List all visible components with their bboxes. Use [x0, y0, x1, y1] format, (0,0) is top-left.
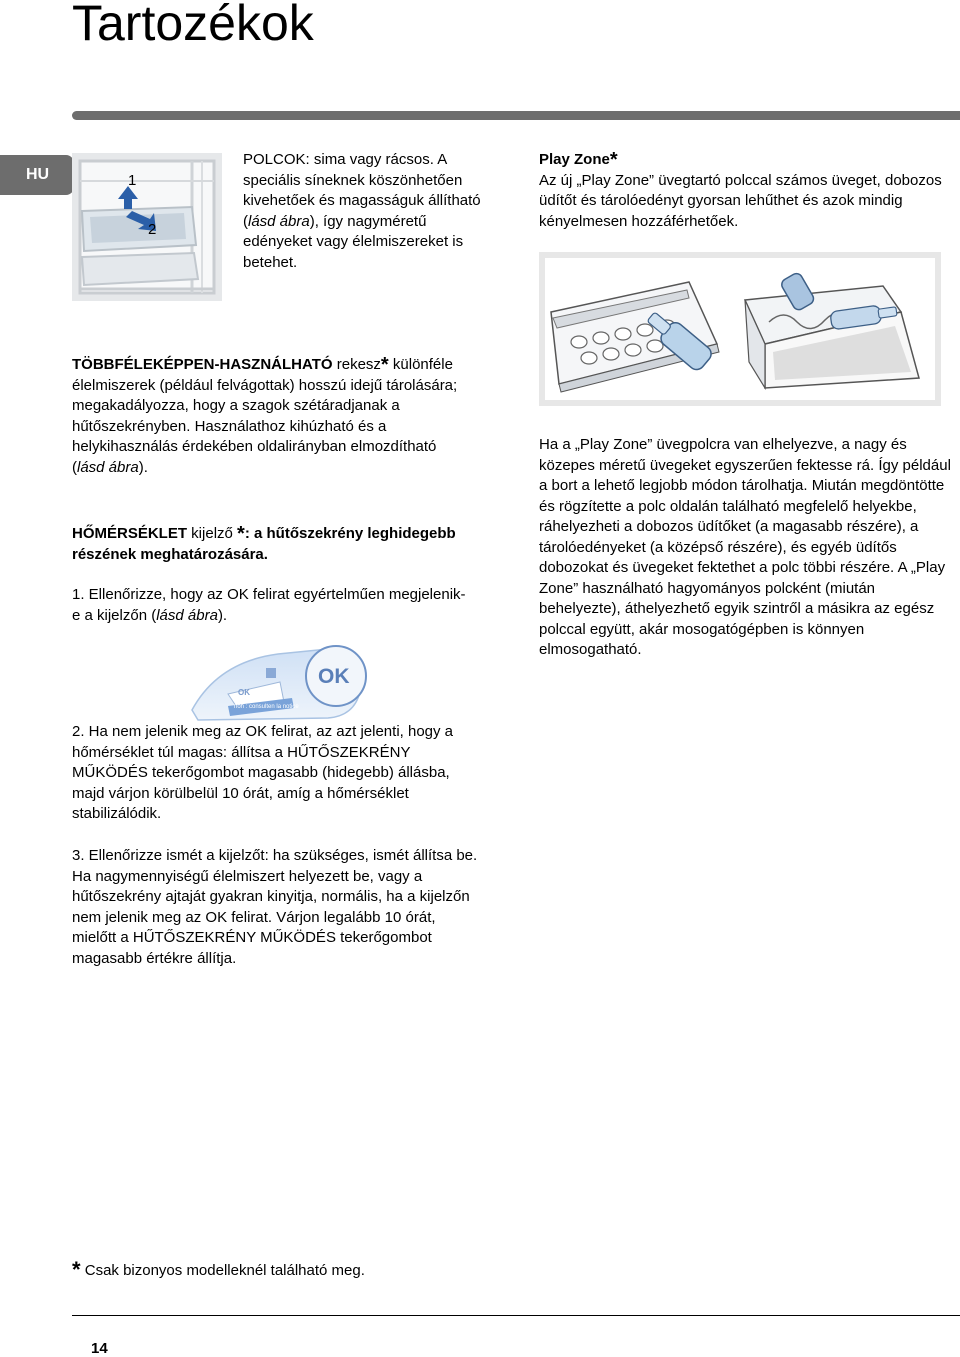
figure-label-2: 2 [148, 221, 157, 238]
footnote: * Csak bizonyos modelleknél található meg. [72, 1257, 365, 1282]
display-caption: noh : consulten la notice [234, 704, 299, 710]
display-small-ok: OK [238, 688, 250, 697]
multi-drawer-paragraph: TÖBBFÉLEKÉPPEN-HASZNÁLHATÓ rekesz* különféle élelmiszerek (például felvágottak) hosszú idejű tárolására; megakadályozza, hogy a szagok szétáradjanak a hűtőszekrényben. Használathoz kihúzható és a helykihasználás érdekében oldalirányban elmozdítható (lásd ábra). [72, 354, 458, 476]
temp-heading: HŐMÉRSÉKLET [72, 525, 188, 542]
language-tab: HU [0, 155, 74, 195]
temperature-display-figure [188, 632, 368, 722]
shelves-figure [72, 153, 222, 301]
page-title: Tartozékok [72, 0, 314, 51]
header-bar [72, 111, 960, 120]
page-number: 14 [91, 1340, 108, 1357]
shelves-heading: POLCOK [243, 151, 306, 168]
playzone-intro: Play Zone* Az új „Play Zone” üvegtartó polccal számos üveget, dobozos üdítőt és tárolóedényt gyorsan lehűthet és azok mindig kényelmesen hozzáférhetőek. [539, 149, 942, 230]
footer-rule [72, 1315, 960, 1316]
playzone-heading: Play Zone [539, 151, 610, 168]
temp-step-2: 2. Ha nem jelenik meg az OK felirat, az azt jelenti, hogy a hőmérséklet túl magas: állítsa a HŰTŐSZEKRÉNY MŰKÖDÉS tekerőgombot magasabb (hidegebb) állásba, majd várjon körülbelül 10 órát, amíg a hőmérséklet stabilizálódik. [72, 723, 454, 822]
multi-heading: TÖBBFÉLEKÉPPEN-HASZNÁLHATÓ [72, 356, 333, 373]
shelves-paragraph: POLCOK: sima vagy rácsos. A speciális síneknek köszönhetően kivehetőek és magasságuk állítható (lásd ábra), így nagyméretű edényeket vagy élelmiszereket is betehet. [243, 151, 481, 271]
footnote-asterisk: * [72, 1257, 81, 1282]
temp-step-3: 3. Ellenőrizze ismét a kijelzőt: ha szükséges, ismét állítsa be. Ha nagymennyiségű élelmiszert helyezett be, vagy a hűtőszekrény ajtaját gyakran kinyitja, normális, ha a kijelzőn nem jelenik meg az OK felirat. Várjon legalább 10 órát, mielőtt a HŰTŐSZEKRÉNY MŰKÖDÉS tekerőgombot magasabb értékre állítja. [72, 847, 478, 967]
display-ok-label: OK [318, 665, 350, 688]
temp-heading-paragraph: HŐMÉRSÉKLET kijelző *: a hűtőszekrény leghidegebb részének meghatározására. [72, 523, 456, 563]
temp-step-1: 1. Ellenőrizze, hogy az OK felirat egyértelműen megjelenik-e a kijelzőn (lásd ábra). [72, 586, 466, 624]
figure-label-1: 1 [128, 172, 137, 189]
playzone-figure [539, 252, 941, 406]
playzone-body: Ha a „Play Zone” üvegpolcra van elhelyezve, a nagy és közepes méretű üvegeket egyszerűen fektesse rá. Így például a bort a lehető legjobb módon tárolhatja. Miután megdöntötte és rögzítette a polc oldalán található megfelelő helyekbe, ráhelyezheti a dobozos üdítőket (a magasabb részére), a tárolóedényeket (a középső részére), és egyéb üdítős dobozokat és üvegeket fektethet a polc többi részére. A „Play Zone” használható hagyományos polcként (miután behelyezte), áthelyezhető egyik szintről a másikra az egész polccal együtt, akár mosogatógépben is könnyen elmosogatható. [539, 436, 951, 658]
